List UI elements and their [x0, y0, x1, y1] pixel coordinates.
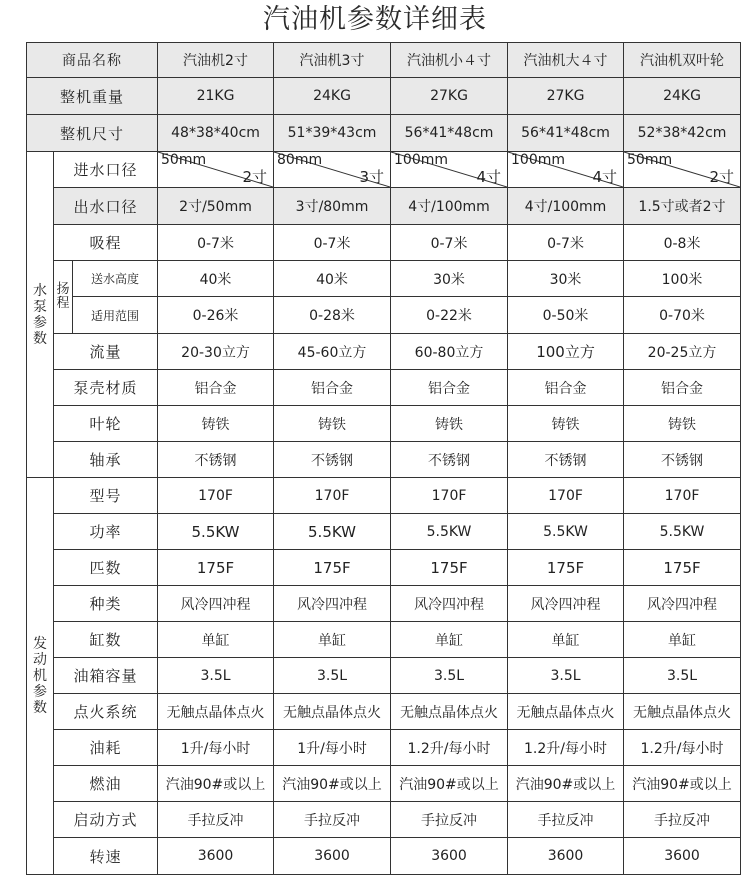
cell-value: 3600 — [158, 838, 274, 875]
cell-value: 单缸 — [391, 622, 508, 658]
engine-ignition-row — [27, 694, 741, 730]
inlet-mm: 50mm — [627, 152, 673, 168]
row-label: 吸程 — [54, 225, 158, 261]
engine-tank-row — [27, 658, 741, 694]
cell-value: 1.2升/每小时 — [391, 730, 508, 766]
inlet-cell — [274, 152, 391, 188]
cell-value: 170F — [391, 478, 508, 514]
row-label: 功率 — [54, 514, 158, 550]
inlet-cell — [624, 152, 741, 188]
weight-row — [27, 78, 741, 115]
cell-value: 30米 — [391, 261, 508, 297]
cell-value: 30米 — [508, 261, 624, 297]
cell-value: 1升/每小时 — [158, 730, 274, 766]
engine-start-row — [27, 802, 741, 838]
cell-value: 100立方 — [508, 334, 624, 370]
cell-value: 单缸 — [508, 622, 624, 658]
cell-value: 汽油90#或以上 — [391, 766, 508, 802]
cell-value: 2寸/50mm — [158, 188, 274, 225]
cell-value: 铸铁 — [274, 406, 391, 442]
row-label: 启动方式 — [54, 802, 158, 838]
row-label: 进水口径 — [54, 152, 158, 188]
cell-value: 175F — [391, 550, 508, 586]
inlet-mm: 100mm — [511, 152, 566, 168]
engine-type-row — [27, 586, 741, 622]
cell-value: 4寸/100mm — [508, 188, 624, 225]
cell-value: 0-28米 — [274, 297, 391, 334]
inlet-inch: 2寸 — [709, 168, 735, 186]
row-label: 缸数 — [54, 622, 158, 658]
cell-value: 60-80立方 — [391, 334, 508, 370]
cell-value: 风冷四冲程 — [158, 586, 274, 622]
row-label: 转速 — [54, 838, 158, 875]
cell-value: 52*38*42cm — [624, 115, 741, 152]
inlet-mm: 80mm — [277, 152, 323, 168]
row-label: 出水口径 — [54, 188, 158, 225]
row-label: 适用范围 — [73, 297, 158, 334]
cell-value: 铸铁 — [624, 406, 741, 442]
lift-group-label: 扬 程 — [54, 261, 73, 334]
cell-value: 0-50米 — [508, 297, 624, 334]
cell-value: 5.5KW — [624, 514, 741, 550]
model-name: 汽油机2寸 — [158, 43, 274, 78]
cell-value: 铸铁 — [508, 406, 624, 442]
cell-value: 3.5L — [391, 658, 508, 694]
cell-value: 24KG — [274, 78, 391, 115]
cell-value: 汽油90#或以上 — [508, 766, 624, 802]
cell-value: 0-8米 — [624, 225, 741, 261]
cell-value: 不锈钢 — [158, 442, 274, 478]
cell-value: 风冷四冲程 — [391, 586, 508, 622]
row-label: 整机尺寸 — [27, 115, 158, 152]
model-name: 汽油机大４寸 — [508, 43, 624, 78]
row-label: 流量 — [54, 334, 158, 370]
cell-value: 5.5KW — [158, 514, 274, 550]
cell-value: 27KG — [508, 78, 624, 115]
cell-value: 56*41*48cm — [391, 115, 508, 152]
size-row — [27, 115, 741, 152]
engine-cylinder-row — [27, 622, 741, 658]
row-label: 种类 — [54, 586, 158, 622]
cell-value: 170F — [274, 478, 391, 514]
cell-value: 铝合金 — [158, 370, 274, 406]
lift-range-row — [27, 297, 741, 334]
row-label: 泵壳材质 — [54, 370, 158, 406]
flow-row — [27, 334, 741, 370]
bearing-row — [27, 442, 741, 478]
cell-value: 无触点晶体点火 — [391, 694, 508, 730]
cell-value: 175F — [274, 550, 391, 586]
row-label: 叶轮 — [54, 406, 158, 442]
cell-value: 27KG — [391, 78, 508, 115]
spec-table — [26, 42, 741, 875]
cell-value: 不锈钢 — [274, 442, 391, 478]
cell-value: 铸铁 — [158, 406, 274, 442]
cell-value: 170F — [158, 478, 274, 514]
cell-value: 铸铁 — [391, 406, 508, 442]
row-label: 轴承 — [54, 442, 158, 478]
cell-value: 3.5L — [624, 658, 741, 694]
cell-value: 1升/每小时 — [274, 730, 391, 766]
cell-value: 24KG — [624, 78, 741, 115]
cell-value: 单缸 — [624, 622, 741, 658]
cell-value: 40米 — [274, 261, 391, 297]
cell-value: 汽油90#或以上 — [274, 766, 391, 802]
row-label: 型号 — [54, 478, 158, 514]
cell-value: 0-22米 — [391, 297, 508, 334]
cell-value: 56*41*48cm — [508, 115, 624, 152]
engine-fuel-row — [27, 766, 741, 802]
cell-value: 汽油90#或以上 — [624, 766, 741, 802]
cell-value: 风冷四冲程 — [508, 586, 624, 622]
row-label: 点火系统 — [54, 694, 158, 730]
cell-value: 1.5寸或者2寸 — [624, 188, 741, 225]
suction-row — [27, 225, 741, 261]
cell-value: 手拉反冲 — [274, 802, 391, 838]
pump-group-label: 水 泵 参 数 — [27, 152, 54, 478]
cell-value: 3600 — [391, 838, 508, 875]
cell-value: 风冷四冲程 — [624, 586, 741, 622]
cell-value: 铝合金 — [391, 370, 508, 406]
cell-value: 3600 — [508, 838, 624, 875]
inlet-cell — [391, 152, 508, 188]
row-label: 匹数 — [54, 550, 158, 586]
cell-value: 无触点晶体点火 — [158, 694, 274, 730]
cell-value: 21KG — [158, 78, 274, 115]
inlet-inch: 4寸 — [476, 168, 502, 186]
cell-value: 手拉反冲 — [624, 802, 741, 838]
cell-value: 无触点晶体点火 — [274, 694, 391, 730]
cell-value: 手拉反冲 — [508, 802, 624, 838]
cell-value: 51*39*43cm — [274, 115, 391, 152]
cell-value: 175F — [158, 550, 274, 586]
cell-value: 0-7米 — [158, 225, 274, 261]
model-name: 汽油机3寸 — [274, 43, 391, 78]
engine-speed-row — [27, 838, 741, 875]
cell-value: 5.5KW — [391, 514, 508, 550]
cell-value: 3600 — [274, 838, 391, 875]
cell-value: 5.5KW — [508, 514, 624, 550]
row-label: 送水高度 — [73, 261, 158, 297]
row-label: 油箱容量 — [54, 658, 158, 694]
cell-value: 3.5L — [158, 658, 274, 694]
engine-fuel-use-row — [27, 730, 741, 766]
cell-value: 3600 — [624, 838, 741, 875]
cell-value: 不锈钢 — [391, 442, 508, 478]
cell-value: 0-7米 — [508, 225, 624, 261]
cell-value: 40米 — [158, 261, 274, 297]
cell-value: 20-30立方 — [158, 334, 274, 370]
inlet-inch: 2寸 — [242, 168, 268, 186]
cell-value: 铝合金 — [508, 370, 624, 406]
cell-value: 不锈钢 — [508, 442, 624, 478]
cell-value: 手拉反冲 — [158, 802, 274, 838]
cell-value: 175F — [508, 550, 624, 586]
cell-value: 手拉反冲 — [391, 802, 508, 838]
impeller-row — [27, 406, 741, 442]
cell-value: 0-7米 — [391, 225, 508, 261]
inlet-cell — [508, 152, 624, 188]
cell-value: 单缸 — [158, 622, 274, 658]
cell-value: 3寸/80mm — [274, 188, 391, 225]
cell-value: 无触点晶体点火 — [508, 694, 624, 730]
engine-power-row — [27, 514, 741, 550]
cell-value: 无触点晶体点火 — [624, 694, 741, 730]
cell-value: 单缸 — [274, 622, 391, 658]
header-label: 商品名称 — [27, 43, 158, 78]
cell-value: 铝合金 — [274, 370, 391, 406]
cell-value: 100米 — [624, 261, 741, 297]
cell-value: 20-25立方 — [624, 334, 741, 370]
outlet-row — [27, 188, 741, 225]
cell-value: 铝合金 — [624, 370, 741, 406]
model-name: 汽油机双叶轮 — [624, 43, 741, 78]
cell-value: 0-7米 — [274, 225, 391, 261]
lift-height-row — [27, 261, 741, 297]
inlet-mm: 100mm — [394, 152, 449, 168]
cell-value: 1.2升/每小时 — [624, 730, 741, 766]
housing-row — [27, 370, 741, 406]
page-title: 汽油机参数详细表 — [263, 4, 487, 35]
cell-value: 3.5L — [508, 658, 624, 694]
cell-value: 0-26米 — [158, 297, 274, 334]
inlet-inch: 3寸 — [359, 168, 385, 186]
cell-value: 45-60立方 — [274, 334, 391, 370]
engine-model-row — [27, 478, 741, 514]
cell-value: 风冷四冲程 — [274, 586, 391, 622]
cell-value: 不锈钢 — [624, 442, 741, 478]
model-name: 汽油机小４寸 — [391, 43, 508, 78]
cell-value: 5.5KW — [274, 514, 391, 550]
cell-value: 48*38*40cm — [158, 115, 274, 152]
engine-group-label: 发 动 机 参 数 — [27, 478, 54, 875]
cell-value: 汽油90#或以上 — [158, 766, 274, 802]
inlet-row — [27, 152, 741, 188]
inlet-cell — [158, 152, 274, 188]
inlet-inch: 4寸 — [592, 168, 618, 186]
row-label: 整机重量 — [27, 78, 158, 115]
cell-value: 3.5L — [274, 658, 391, 694]
inlet-mm: 50mm — [161, 152, 207, 168]
header-row — [27, 43, 741, 78]
cell-value: 175F — [624, 550, 741, 586]
engine-matching-row — [27, 550, 741, 586]
row-label: 燃油 — [54, 766, 158, 802]
cell-value: 170F — [508, 478, 624, 514]
cell-value: 0-70米 — [624, 297, 741, 334]
cell-value: 170F — [624, 478, 741, 514]
row-label: 油耗 — [54, 730, 158, 766]
cell-value: 1.2升/每小时 — [508, 730, 624, 766]
cell-value: 4寸/100mm — [391, 188, 508, 225]
